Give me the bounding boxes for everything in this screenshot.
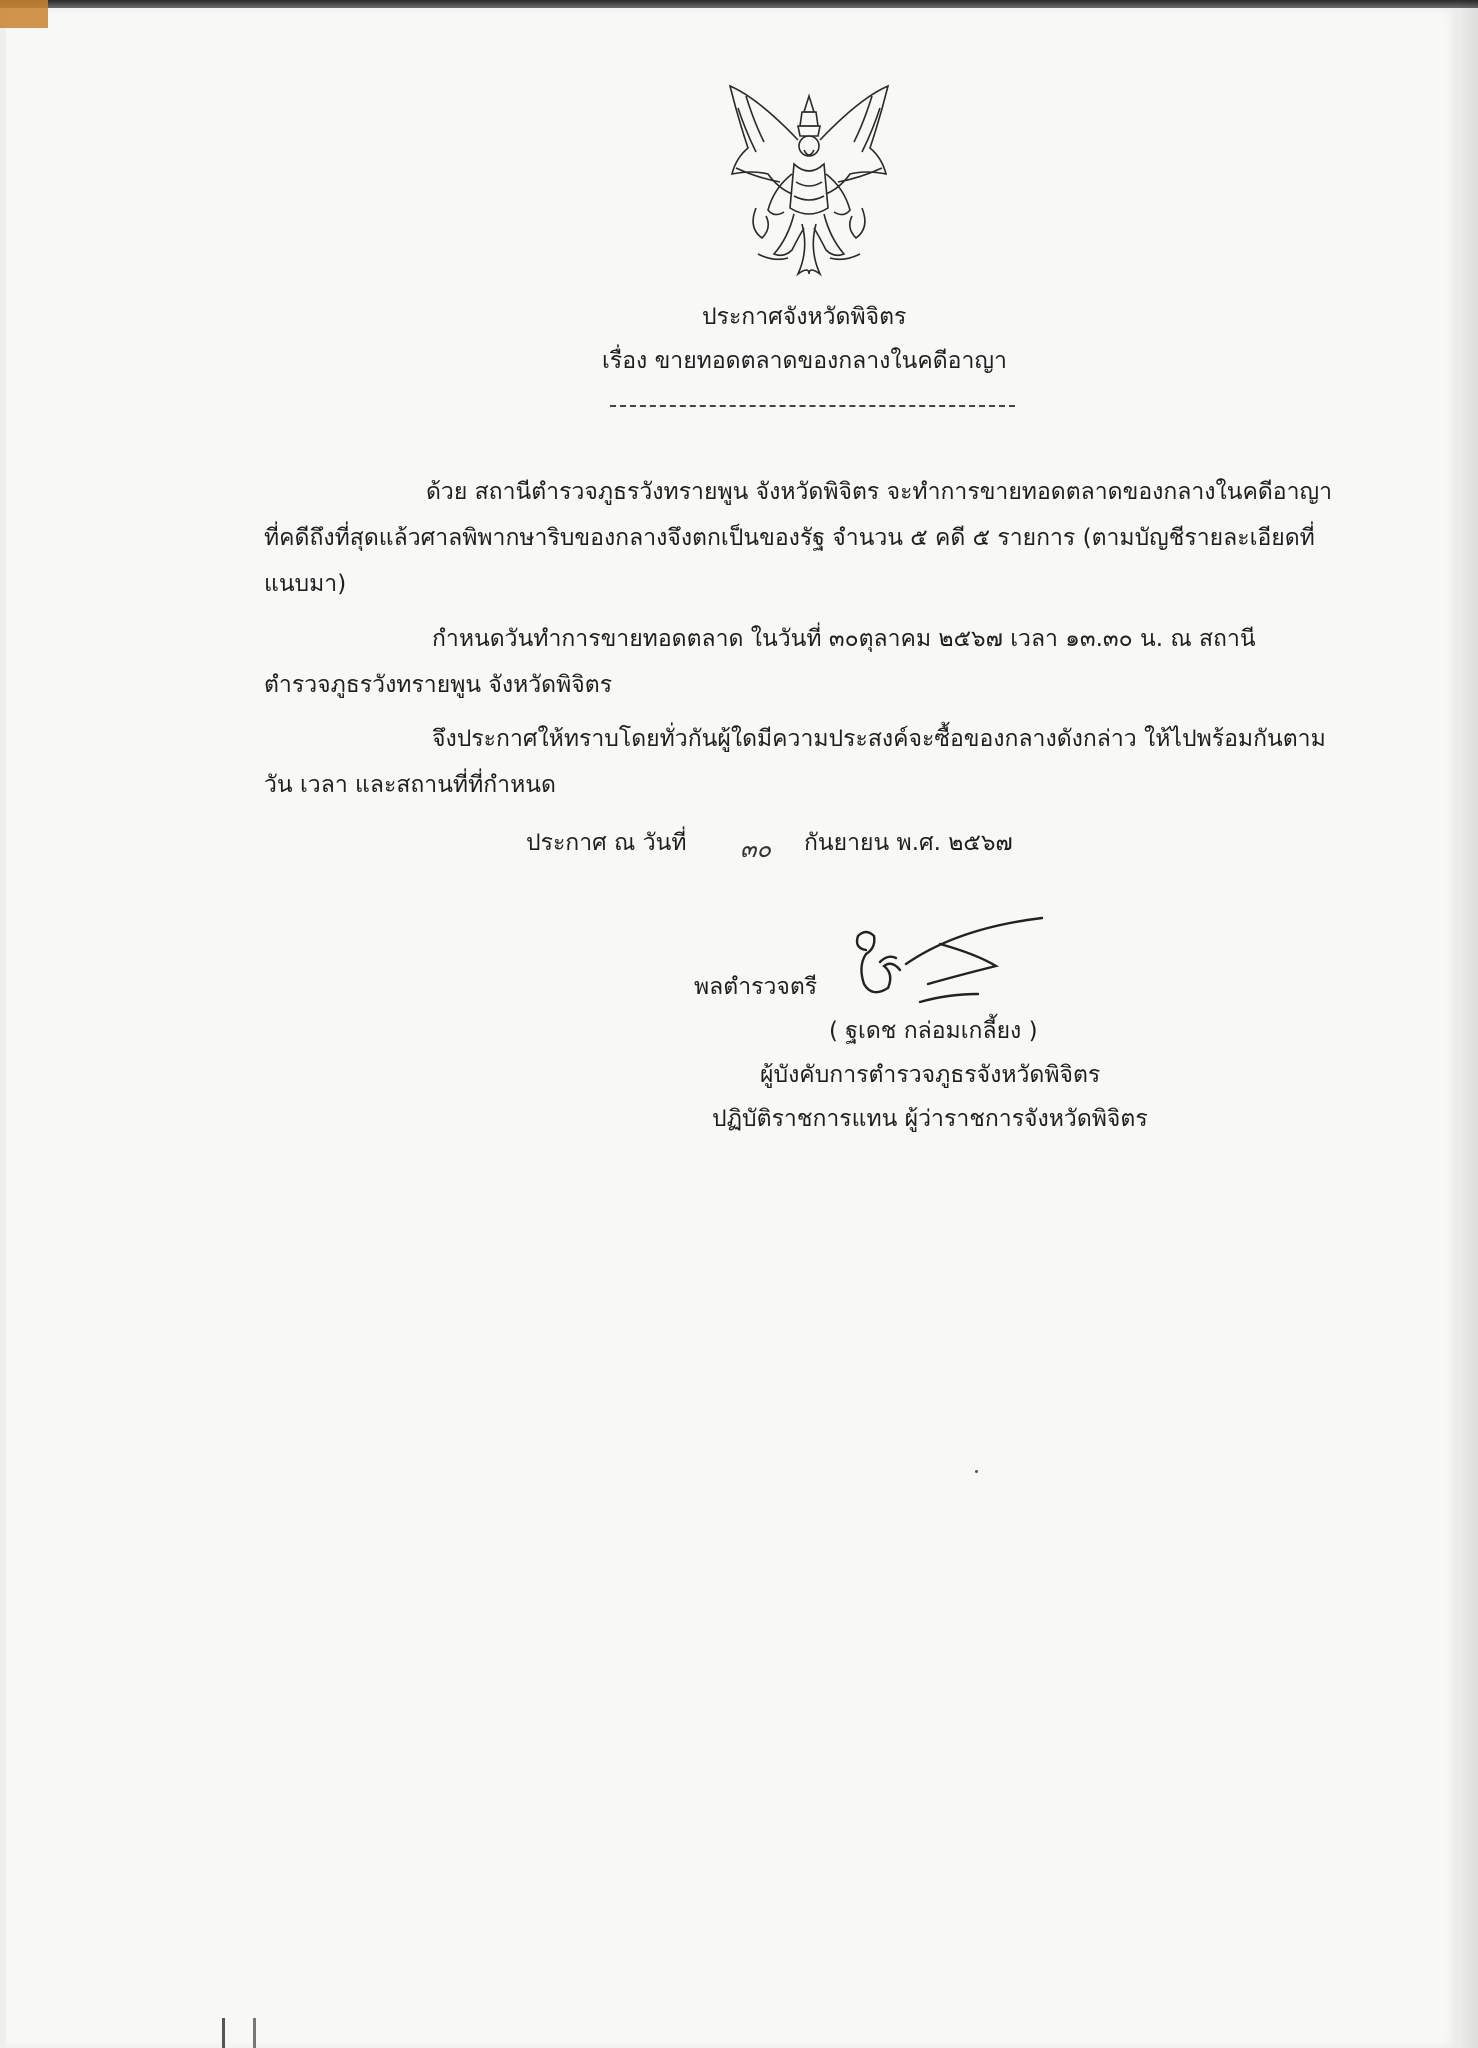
paper-speck (975, 1470, 978, 1473)
paragraph-2-line-2: ตำรวจภูธรวังทรายพูน จังหวัดพิจิตร (264, 672, 613, 698)
date-line-month-year: กันยายน พ.ศ. ๒๕๖๗ (804, 830, 1013, 856)
signatory-rank: พลตำรวจตรี (694, 974, 818, 1000)
paragraph-3-line-2: วัน เวลา และสถานที่ที่กำหนด (264, 772, 556, 798)
paragraph-1-line-3: แนบมา) (264, 571, 347, 597)
announcement-title: ประกาศจังหวัดพิจิตร (702, 304, 907, 330)
date-line-prefix: ประกาศ ณ วันที่ (526, 830, 687, 856)
handwritten-signature (848, 914, 1048, 1012)
announcement-subject: เรื่อง ขายทอดตลาดของกลางในคดีอาญา (602, 348, 1007, 374)
signatory-name: ( ฐเดช กล่อมเกลี้ยง ) (829, 1018, 1038, 1044)
signatory-position: ผู้บังคับการตำรวจภูธรจังหวัดพิจิตร (760, 1062, 1101, 1088)
paragraph-1-line-1: ด้วย สถานีตำรวจภูธรวังทรายพูน จังหวัดพิจิตร จะทำการขายทอดตลาดของกลางในคดีอาญา (426, 479, 1333, 505)
scan-bottom-marks (222, 2018, 256, 2048)
scan-right-shadow (1456, 0, 1478, 2048)
paragraph-2-line-1: กำหนดวันทำการขายทอดตลาด ในวันที่ ๓๐ตุลาคม ๒๕๖๗ เวลา ๑๓.๓๐ น. ณ สถานี (432, 626, 1256, 652)
paragraph-3-line-1: จึงประกาศให้ทราบโดยทั่วกันผู้ใดมีความประสงค์จะซื้อของกลางดังกล่าว ให้ไปพร้อมกันตาม (432, 726, 1326, 752)
paragraph-1-line-2: ที่คดีถึงที่สุดแล้วศาลพิพากษาริบของกลางจึงตกเป็นของรัฐ จำนวน ๕ คดี ๕ รายการ (ตามบัญชีรายละเอียดที่ (264, 525, 1315, 551)
dashed-divider (610, 405, 1015, 407)
scan-top-edge (0, 0, 1478, 8)
handwritten-day: ๓๐ (740, 835, 772, 863)
signatory-acting: ปฏิบัติราชการแทน ผู้ว่าราชการจังหวัดพิจิตร (712, 1106, 1148, 1132)
garuda-emblem-icon (718, 78, 900, 280)
scan-corner-mark (0, 0, 48, 28)
